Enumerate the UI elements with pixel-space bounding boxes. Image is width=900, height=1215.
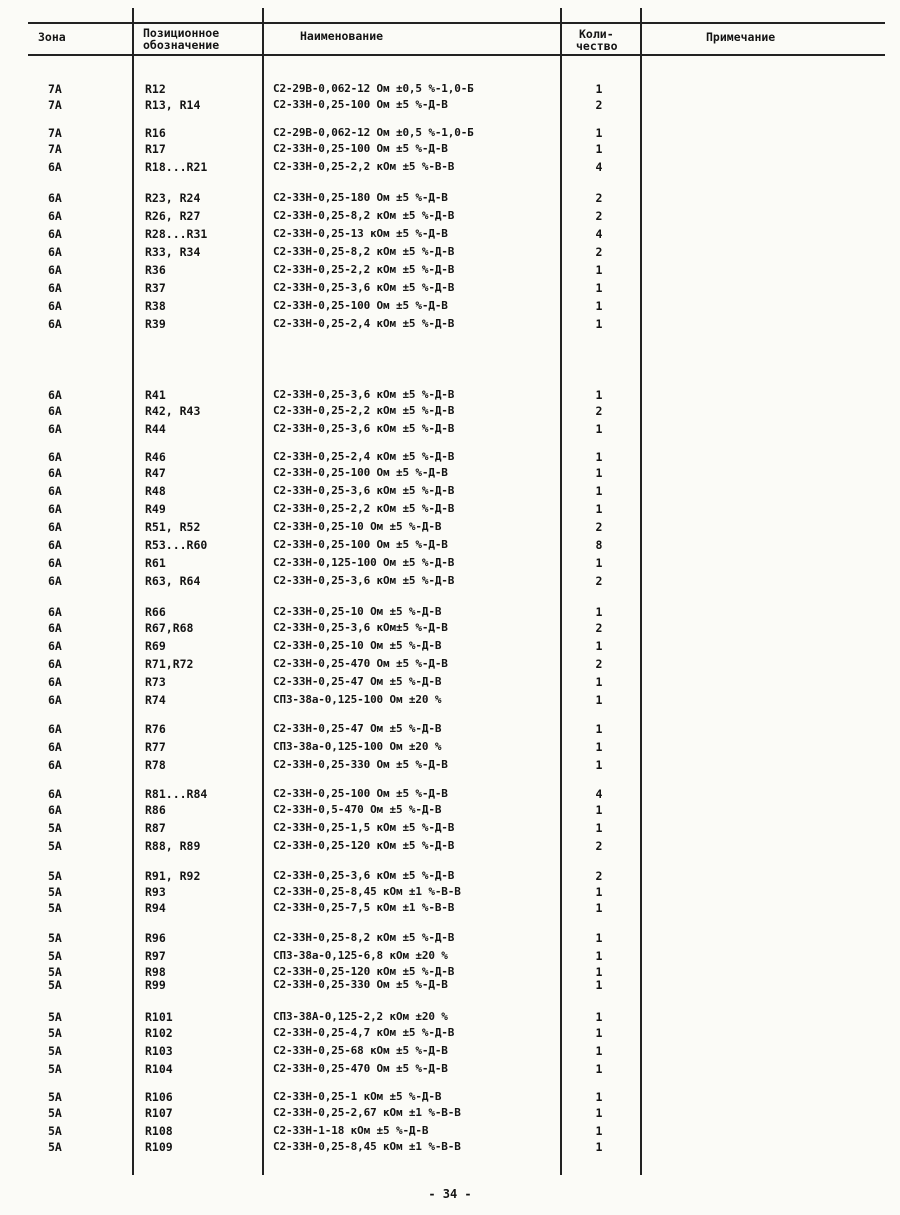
zone-cell: 6А (48, 281, 62, 295)
zone-cell: 5А (48, 1090, 62, 1104)
zone-cell: 6А (48, 466, 62, 480)
position-cell: R37 (145, 281, 166, 295)
table-row (0, 885, 900, 899)
quantity-cell: 4 (595, 227, 603, 241)
position-cell: R96 (145, 931, 166, 945)
quantity-cell: 1 (595, 502, 603, 516)
position-cell: R12 (145, 82, 166, 96)
zone-cell: 5А (48, 821, 62, 835)
quantity-cell: 1 (595, 1124, 603, 1138)
page-number: - 34 - (428, 1187, 472, 1201)
table-row (0, 1044, 900, 1058)
table-row (0, 520, 900, 534)
name-cell: С2-33Н-0,25-330 Ом ±5 %-Д-В (273, 758, 448, 771)
position-cell: R74 (145, 693, 166, 707)
zone-cell: 5А (48, 1124, 62, 1138)
table-row (0, 1026, 900, 1040)
position-cell: R91, R92 (145, 869, 201, 883)
quantity-cell: 2 (595, 245, 603, 259)
table-row (0, 209, 900, 223)
zone-cell: 6А (48, 657, 62, 671)
name-cell: С2-33Н-0,25-3,6 кОм±5 %-Д-В (273, 621, 448, 634)
name-cell: С2-33Н-0,25-180 Ом ±5 %-Д-В (273, 191, 448, 204)
name-cell: С2-33Н-0,25-2,4 кОм ±5 %-Д-В (273, 317, 455, 330)
zone-cell: 6А (48, 245, 62, 259)
table-row (0, 142, 900, 156)
quantity-cell: 1 (595, 126, 603, 140)
zone-cell: 6А (48, 404, 62, 418)
zone-cell: 6А (48, 502, 62, 516)
zone-cell: 5А (48, 978, 62, 992)
table-row (0, 281, 900, 295)
quantity-cell: 1 (595, 639, 603, 653)
table-row (0, 605, 900, 619)
name-cell: С2-33Н-0,25-8,45 кОм ±1 %-В-В (273, 1140, 461, 1153)
name-cell: С2-33Н-0,25-8,2 кОм ±5 %-Д-В (273, 245, 455, 258)
zone-cell: 5А (48, 885, 62, 899)
quantity-cell: 1 (595, 484, 603, 498)
position-cell: R99 (145, 978, 166, 992)
table-row (0, 901, 900, 915)
quantity-cell: 1 (595, 740, 603, 754)
zone-cell: 5А (48, 1010, 62, 1024)
position-cell: R17 (145, 142, 166, 156)
position-cell: R63, R64 (145, 574, 201, 588)
name-cell: С2-33Н-1-18 кОм ±5 %-Д-В (273, 1124, 429, 1137)
zone-cell: 6А (48, 160, 62, 174)
quantity-cell: 1 (595, 281, 603, 295)
position-cell: R93 (145, 885, 166, 899)
quantity-cell: 1 (595, 466, 603, 480)
name-cell: С2-29В-0,062-12 Ом ±0,5 %-1,0-Б (273, 126, 474, 139)
position-cell: R42, R43 (145, 404, 201, 418)
name-cell: С2-33Н-0,25-2,2 кОм ±5 %-Д-В (273, 404, 455, 417)
zone-cell: 5А (48, 965, 62, 979)
quantity-cell: 2 (595, 839, 603, 853)
table-row (0, 657, 900, 671)
column-divider-zone (132, 8, 134, 1175)
name-cell: С2-33Н-0,25-10 Ом ±5 %-Д-В (273, 520, 442, 533)
table-row (0, 263, 900, 277)
column-divider-qty (640, 8, 642, 1175)
header-zone: Зона (38, 30, 66, 44)
quantity-cell: 1 (595, 1044, 603, 1058)
quantity-cell: 1 (595, 693, 603, 707)
position-cell: R86 (145, 803, 166, 817)
table-row (0, 574, 900, 588)
position-cell: R39 (145, 317, 166, 331)
zone-cell: 6А (48, 388, 62, 402)
quantity-cell: 1 (595, 317, 603, 331)
quantity-cell: 1 (595, 1106, 603, 1120)
position-cell: R78 (145, 758, 166, 772)
table-row (0, 484, 900, 498)
name-cell: С2-33Н-0,25-3,6 кОм ±5 %-Д-В (273, 281, 455, 294)
table-top-border (28, 22, 885, 24)
quantity-cell: 1 (595, 931, 603, 945)
header-position-line2: обозначение (143, 38, 220, 52)
position-cell: R73 (145, 675, 166, 689)
position-cell: R109 (145, 1140, 173, 1154)
quantity-cell: 4 (595, 787, 603, 801)
zone-cell: 6А (48, 758, 62, 772)
name-cell: С2-33Н-0,25-68 кОм ±5 %-Д-В (273, 1044, 448, 1057)
zone-cell: 7А (48, 142, 62, 156)
table-row (0, 160, 900, 174)
quantity-cell: 1 (595, 675, 603, 689)
zone-cell: 5А (48, 949, 62, 963)
name-cell: С2-33Н-0,25-1,5 кОм ±5 %-Д-В (273, 821, 455, 834)
zone-cell: 5А (48, 869, 62, 883)
name-cell: С2-33Н-0,25-100 Ом ±5 %-Д-В (273, 142, 448, 155)
quantity-cell: 1 (595, 1026, 603, 1040)
position-cell: R66 (145, 605, 166, 619)
table-row (0, 675, 900, 689)
position-cell: R48 (145, 484, 166, 498)
table-row (0, 450, 900, 464)
table-row (0, 740, 900, 754)
table-row (0, 1140, 900, 1154)
name-cell: С2-33Н-0,25-3,6 кОм ±5 %-Д-В (273, 484, 455, 497)
header-position-line1: Позиционное (143, 26, 220, 40)
quantity-cell: 1 (595, 450, 603, 464)
table-row (0, 1010, 900, 1024)
name-cell: С2-33Н-0,25-8,2 кОм ±5 %-Д-В (273, 931, 455, 944)
quantity-cell: 2 (595, 404, 603, 418)
name-cell: С2-33Н-0,25-2,2 кОм ±5 %-Д-В (273, 502, 455, 515)
name-cell: СП3-38а-0,125-100 Ом ±20 % (273, 740, 442, 753)
table-row (0, 965, 900, 979)
quantity-cell: 1 (595, 1010, 603, 1024)
name-cell: С2-33Н-0,25-100 Ом ±5 %-Д-В (273, 98, 448, 111)
name-cell: С2-33Н-0,25-2,2 кОм ±5 %-В-В (273, 160, 455, 173)
position-cell: R13, R14 (145, 98, 201, 112)
zone-cell: 6А (48, 450, 62, 464)
table-row (0, 869, 900, 883)
zone-cell: 6А (48, 556, 62, 570)
position-cell: R51, R52 (145, 520, 201, 534)
zone-cell: 6А (48, 574, 62, 588)
quantity-cell: 1 (595, 388, 603, 402)
name-cell: С2-33Н-0,25-10 Ом ±5 %-Д-В (273, 639, 442, 652)
position-cell: R98 (145, 965, 166, 979)
table-row (0, 693, 900, 707)
name-cell: С2-33Н-0,25-100 Ом ±5 %-Д-В (273, 466, 448, 479)
quantity-cell: 2 (595, 98, 603, 112)
quantity-cell: 1 (595, 885, 603, 899)
zone-cell: 6А (48, 722, 62, 736)
zone-cell: 6А (48, 621, 62, 635)
position-cell: R16 (145, 126, 166, 140)
zone-cell: 6А (48, 675, 62, 689)
quantity-cell: 2 (595, 209, 603, 223)
zone-cell: 5А (48, 1026, 62, 1040)
quantity-cell: 1 (595, 556, 603, 570)
header-separator (28, 54, 885, 56)
header-qty-line2: чество (576, 39, 618, 53)
quantity-cell: 1 (595, 299, 603, 313)
position-cell: R38 (145, 299, 166, 313)
position-cell: R61 (145, 556, 166, 570)
quantity-cell: 1 (595, 821, 603, 835)
zone-cell: 6А (48, 538, 62, 552)
name-cell: С2-33Н-0,25-8,2 кОм ±5 %-Д-В (273, 209, 455, 222)
quantity-cell: 1 (595, 949, 603, 963)
zone-cell: 7А (48, 82, 62, 96)
zone-cell: 5А (48, 1044, 62, 1058)
quantity-cell: 1 (595, 978, 603, 992)
position-cell: R97 (145, 949, 166, 963)
position-cell: R53...R60 (145, 538, 208, 552)
table-row (0, 978, 900, 992)
table-row (0, 388, 900, 402)
table-row (0, 839, 900, 853)
zone-cell: 7А (48, 98, 62, 112)
table-row (0, 299, 900, 313)
table-row (0, 722, 900, 736)
position-cell: R36 (145, 263, 166, 277)
table-row (0, 82, 900, 96)
quantity-cell: 2 (595, 869, 603, 883)
quantity-cell: 1 (595, 1140, 603, 1154)
zone-cell: 6А (48, 520, 62, 534)
zone-cell: 6А (48, 639, 62, 653)
position-cell: R81...R84 (145, 787, 208, 801)
position-cell: R88, R89 (145, 839, 201, 853)
name-cell: С2-33Н-0,25-10 Ом ±5 %-Д-В (273, 605, 442, 618)
position-cell: R49 (145, 502, 166, 516)
quantity-cell: 8 (595, 538, 603, 552)
name-cell: С2-33Н-0,25-3,6 кОм ±5 %-Д-В (273, 388, 455, 401)
name-cell: СП3-38а-0,125-100 Ом ±20 % (273, 693, 442, 706)
table-row (0, 227, 900, 241)
zone-cell: 6А (48, 740, 62, 754)
quantity-cell: 1 (595, 965, 603, 979)
table-row (0, 556, 900, 570)
quantity-cell: 2 (595, 191, 603, 205)
table-row (0, 787, 900, 801)
name-cell: С2-33Н-0,25-7,5 кОм ±1 %-В-В (273, 901, 455, 914)
name-cell: С2-33Н-0,25-470 Ом ±5 %-Д-В (273, 657, 448, 670)
position-cell: R69 (145, 639, 166, 653)
quantity-cell: 1 (595, 605, 603, 619)
table-row (0, 98, 900, 112)
quantity-cell: 1 (595, 722, 603, 736)
zone-cell: 6А (48, 227, 62, 241)
zone-cell: 5А (48, 1062, 62, 1076)
table-row (0, 126, 900, 140)
quantity-cell: 1 (595, 803, 603, 817)
zone-cell: 5А (48, 901, 62, 915)
zone-cell: 6А (48, 299, 62, 313)
position-cell: R33, R34 (145, 245, 201, 259)
quantity-cell: 1 (595, 422, 603, 436)
zone-cell: 6А (48, 209, 62, 223)
zone-cell: 5А (48, 931, 62, 945)
position-cell: R67,R68 (145, 621, 194, 635)
table-row (0, 317, 900, 331)
position-cell: R102 (145, 1026, 173, 1040)
name-cell: С2-33Н-0,25-3,6 кОм ±5 %-Д-В (273, 574, 455, 587)
position-cell: R101 (145, 1010, 173, 1024)
quantity-cell: 4 (595, 160, 603, 174)
zone-cell: 6А (48, 803, 62, 817)
table-row (0, 538, 900, 552)
quantity-cell: 1 (595, 1090, 603, 1104)
position-cell: R103 (145, 1044, 173, 1058)
header-name: Наименование (300, 29, 384, 43)
name-cell: С2-33Н-0,25-3,6 кОм ±5 %-Д-В (273, 869, 455, 882)
zone-cell: 5А (48, 1106, 62, 1120)
column-divider-position (262, 8, 264, 1175)
name-cell: С2-33Н-0,25-8,45 кОм ±1 %-В-В (273, 885, 461, 898)
table-row (0, 245, 900, 259)
position-cell: R76 (145, 722, 166, 736)
name-cell: С2-33Н-0,25-470 Ом ±5 %-Д-В (273, 1062, 448, 1075)
zone-cell: 6А (48, 484, 62, 498)
name-cell: С2-29В-0,062-12 Ом ±0,5 %-1,0-Б (273, 82, 474, 95)
header-qty-line1: Коли- (579, 27, 614, 41)
position-cell: R87 (145, 821, 166, 835)
table-row (0, 1124, 900, 1138)
position-cell: R23, R24 (145, 191, 201, 205)
quantity-cell: 1 (595, 758, 603, 772)
name-cell: С2-33Н-0,25-4,7 кОм ±5 %-Д-В (273, 1026, 455, 1039)
name-cell: С2-33Н-0,25-47 Ом ±5 %-Д-В (273, 675, 442, 688)
table-row (0, 422, 900, 436)
quantity-cell: 2 (595, 621, 603, 635)
zone-cell: 6А (48, 422, 62, 436)
quantity-cell: 2 (595, 657, 603, 671)
name-cell: С2-33Н-0,25-1 кОм ±5 %-Д-В (273, 1090, 442, 1103)
quantity-cell: 2 (595, 574, 603, 588)
name-cell: С2-33Н-0,25-13 кОм ±5 %-Д-В (273, 227, 448, 240)
name-cell: СП3-38А-0,125-2,2 кОм ±20 % (273, 1010, 448, 1023)
table-row (0, 404, 900, 418)
name-cell: С2-33Н-0,25-3,6 кОм ±5 %-Д-В (273, 422, 455, 435)
name-cell: С2-33Н-0,25-100 Ом ±5 %-Д-В (273, 538, 448, 551)
table-row (0, 1106, 900, 1120)
table-row (0, 1090, 900, 1104)
zone-cell: 7А (48, 126, 62, 140)
name-cell: С2-33Н-0,25-2,2 кОм ±5 %-Д-В (273, 263, 455, 276)
position-cell: R18...R21 (145, 160, 208, 174)
position-cell: R77 (145, 740, 166, 754)
table-row (0, 1062, 900, 1076)
quantity-cell: 1 (595, 142, 603, 156)
zone-cell: 6А (48, 317, 62, 331)
table-row (0, 821, 900, 835)
position-cell: R104 (145, 1062, 173, 1076)
position-cell: R28...R31 (145, 227, 208, 241)
position-cell: R41 (145, 388, 166, 402)
zone-cell: 6А (48, 263, 62, 277)
name-cell: С2-33Н-0,25-100 Ом ±5 %-Д-В (273, 787, 448, 800)
table-row (0, 803, 900, 817)
zone-cell: 5А (48, 839, 62, 853)
quantity-cell: 1 (595, 82, 603, 96)
position-cell: R46 (145, 450, 166, 464)
table-row (0, 466, 900, 480)
name-cell: С2-33Н-0,25-47 Ом ±5 %-Д-В (273, 722, 442, 735)
zone-cell: 6А (48, 787, 62, 801)
position-cell: R44 (145, 422, 166, 436)
quantity-cell: 2 (595, 520, 603, 534)
table-row (0, 931, 900, 945)
table-row (0, 191, 900, 205)
zone-cell: 6А (48, 191, 62, 205)
name-cell: С2-33Н-0,5-470 Ом ±5 %-Д-В (273, 803, 442, 816)
position-cell: R47 (145, 466, 166, 480)
column-divider-name (560, 8, 562, 1175)
name-cell: С2-33Н-0,25-2,67 кОм ±1 %-В-В (273, 1106, 461, 1119)
position-cell: R94 (145, 901, 166, 915)
table-row (0, 639, 900, 653)
name-cell: С2-33Н-0,25-330 Ом ±5 %-Д-В (273, 978, 448, 991)
table-row (0, 758, 900, 772)
quantity-cell: 1 (595, 1062, 603, 1076)
quantity-cell: 1 (595, 901, 603, 915)
quantity-cell: 1 (595, 263, 603, 277)
position-cell: R108 (145, 1124, 173, 1138)
name-cell: С2-33Н-0,25-120 кОм ±5 %-Д-В (273, 965, 455, 978)
name-cell: СП3-38а-0,125-6,8 кОм ±20 % (273, 949, 448, 962)
zone-cell: 6А (48, 693, 62, 707)
position-cell: R26, R27 (145, 209, 201, 223)
name-cell: С2-33Н-0,25-100 Ом ±5 %-Д-В (273, 299, 448, 312)
position-cell: R106 (145, 1090, 173, 1104)
zone-cell: 6А (48, 605, 62, 619)
name-cell: С2-33Н-0,25-2,4 кОм ±5 %-Д-В (273, 450, 455, 463)
name-cell: С2-33Н-0,25-120 кОм ±5 %-Д-В (273, 839, 455, 852)
position-cell: R107 (145, 1106, 173, 1120)
table-row (0, 621, 900, 635)
name-cell: С2-33Н-0,125-100 Ом ±5 %-Д-В (273, 556, 455, 569)
table-row (0, 949, 900, 963)
position-cell: R71,R72 (145, 657, 194, 671)
zone-cell: 5А (48, 1140, 62, 1154)
header-note: Примечание (706, 30, 776, 44)
table-row (0, 502, 900, 516)
